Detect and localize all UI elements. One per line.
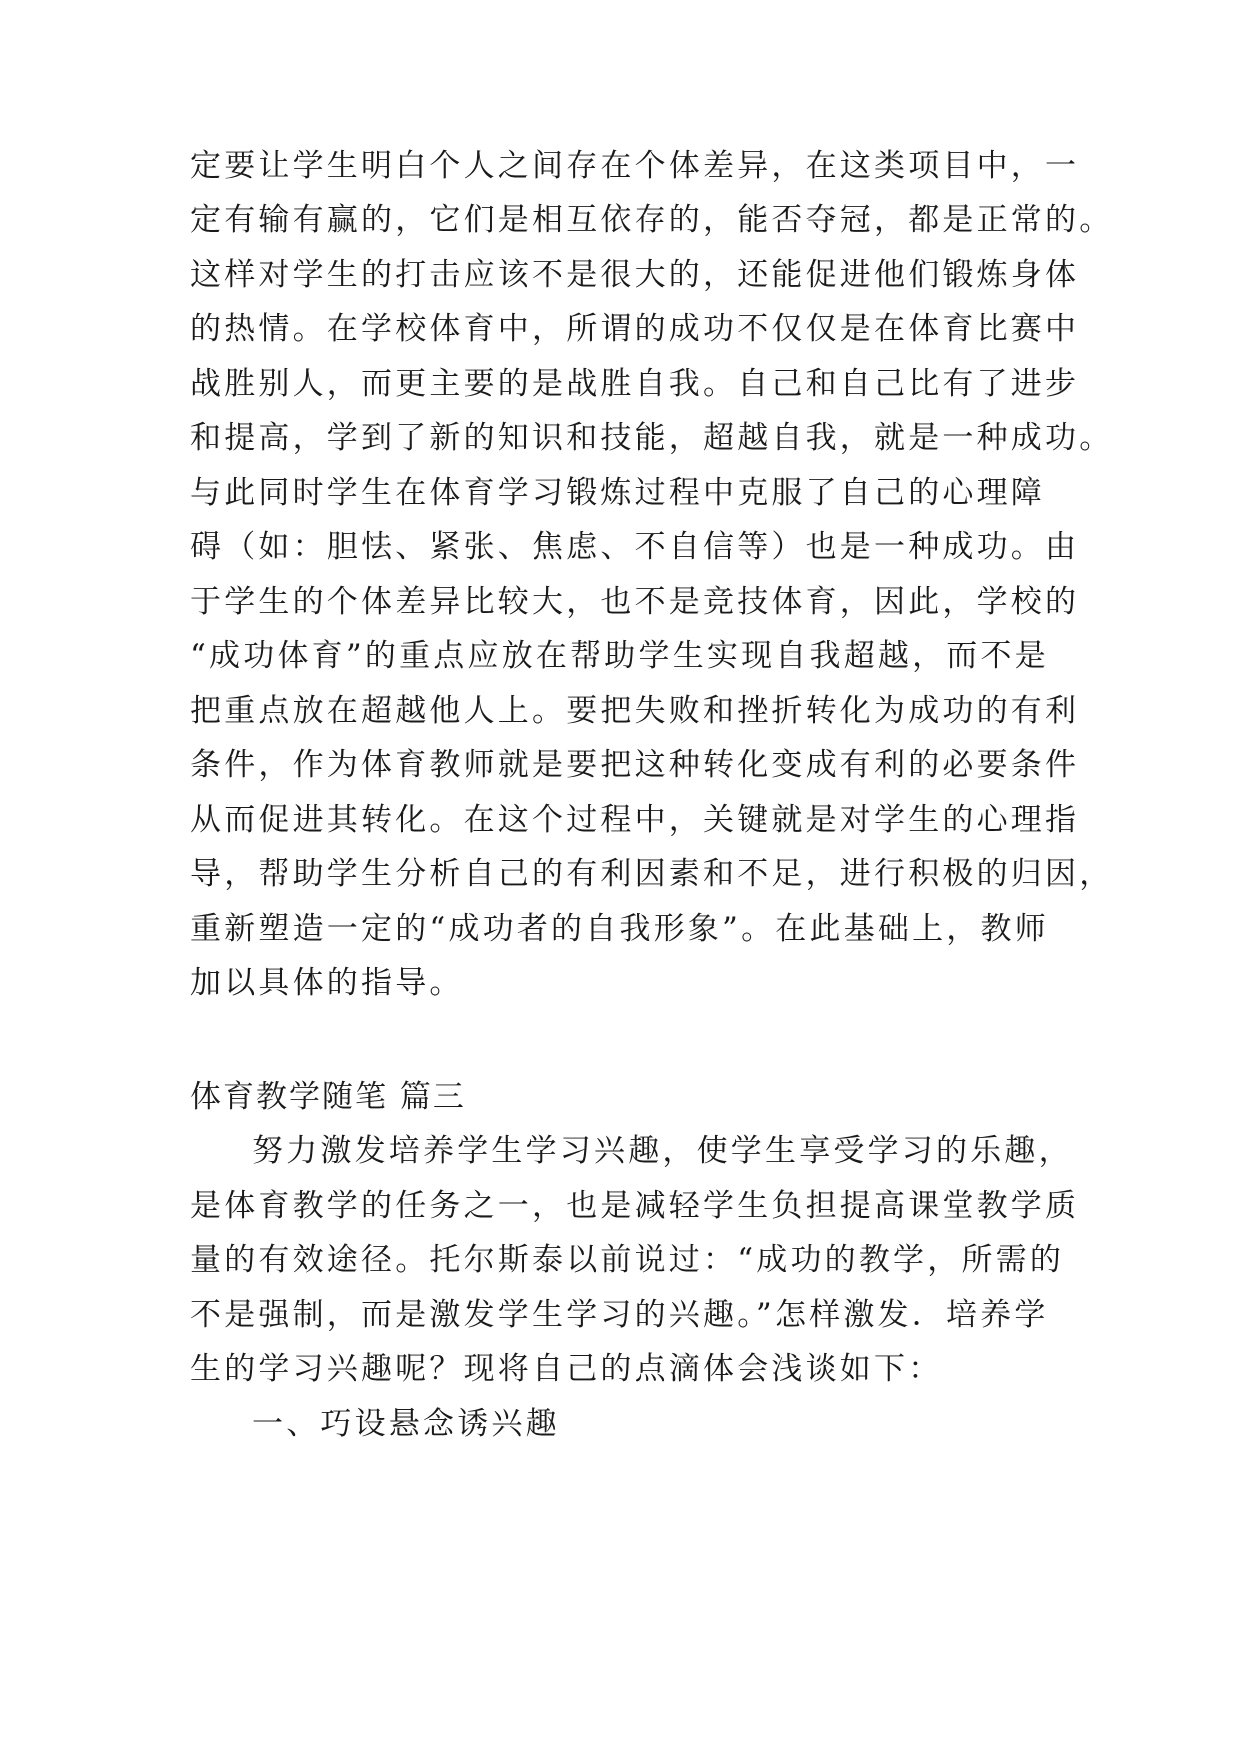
text-line: 定要让学生明白个人之间存在个体差异，在这类项目中，一: [190, 148, 1080, 184]
text-line: 努力激发培养学生学习兴趣，使学生享受学习的乐趣，: [252, 1133, 1073, 1169]
text-line: 量的有效途径。托尔斯泰以前说过：“成功的教学，所需的: [190, 1242, 1065, 1278]
text-line: 定有输有赢的，它们是相互依存的，能否夺冠，都是正常的。: [190, 202, 1114, 238]
text-line: 不是强制，而是激发学生学习的兴趣。”怎样激发．培养学: [190, 1297, 1049, 1333]
subsection-heading: 一、巧设悬念诱兴趣: [252, 1406, 560, 1442]
text-line: 条件，作为体育教师就是要把这种转化变成有利的必要条件: [190, 747, 1080, 783]
text-line: 于学生的个体差异比较大，也不是竞技体育，因此，学校的: [190, 584, 1080, 620]
text-line: 导，帮助学生分析自己的有利因素和不足，进行积极的归因，: [190, 856, 1114, 892]
text-line: 战胜别人，而更主要的是战胜自我。自己和自己比有了进步: [190, 366, 1080, 402]
text-line: 从而促进其转化。在这个过程中，关键就是对学生的心理指: [190, 802, 1080, 838]
text-line: “成功体育”的重点应放在帮助学生实现自我超越，而不是: [190, 638, 1049, 674]
text-line: 与此同时学生在体育学习锻炼过程中克服了自己的心理障: [190, 475, 1045, 511]
text-line: 的热情。在学校体育中，所谓的成功不仅仅是在体育比赛中: [190, 311, 1080, 347]
text-line: 加以具体的指导。: [190, 965, 464, 1001]
text-line: 这样对学生的打击应该不是很大的，还能促进他们锻炼身体: [190, 257, 1080, 293]
text-line: 碍（如：胆怯、紧张、焦虑、不自信等）也是一种成功。由: [190, 529, 1080, 565]
text-line: 是体育教学的任务之一，也是减轻学生负担提高课堂教学质: [190, 1188, 1080, 1224]
text-line: 重新塑造一定的“成功者的自我形象”。在此基础上，教师: [190, 911, 1049, 947]
text-line: 生的学习兴趣呢？现将自己的点滴体会浅谈如下：: [190, 1351, 943, 1387]
text-line: 把重点放在超越他人上。要把失败和挫折转化为成功的有利: [190, 693, 1080, 729]
text-line: 和提高，学到了新的知识和技能，超越自我，就是一种成功。: [190, 420, 1114, 456]
section-heading: 体育教学随笔 篇三: [190, 1079, 466, 1115]
